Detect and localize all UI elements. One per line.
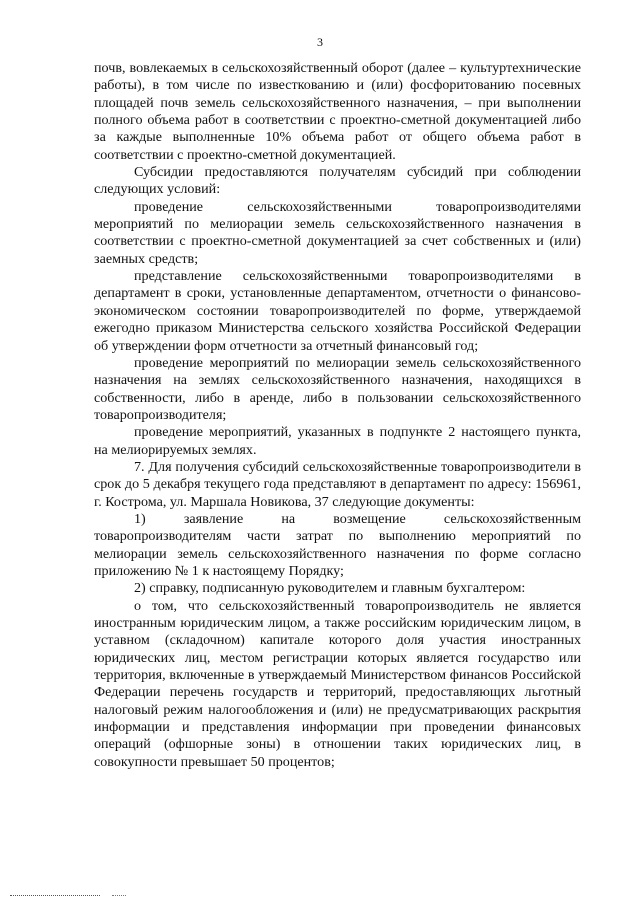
paragraph-10: о том, что сельскохозяйственный товаропроизводитель не является иностранным юридическим лицом, а также российским юридическим лицом, в уставном (складочном) капитале которого доля участия иностранных юридических лиц, местом регистрации которых является государство или территория, включенные в утверждаемый Министерством финансов Российской Федерации перечень государств и территорий, предоставляющих льготный налоговый режим налогообложения и (или) не предусматривающих раскрытия информации и представления информации при проведении финансовых операций (офшорные зоны) в отношении таких юридических лиц, в совокупности превышает 50 процентов;	[94, 597, 581, 770]
paragraph-5: проведение мероприятий по мелиорации земель сельскохозяйственного назначения на землях сельскохозяйственного назначения, находящихся в собственности, либо в аренде, либо в пользовании сельскохозяйственного товаропроизводителя;	[94, 354, 581, 423]
footer-rule	[10, 895, 100, 896]
paragraph-7: 7. Для получения субсидий сельскохозяйственные товаропроизводители в срок до 5 декабря текущего года представляют в департамент по адресу: 156961, г. Кострома, ул. Маршала Новикова, 37 следующие документы:	[94, 458, 581, 510]
document-body	[94, 60, 581, 771]
paragraph-2: Субсидии предоставляются получателям субсидий при соблюдении следующих условий:	[94, 164, 581, 198]
paragraph-3: проведение сельскохозяйственными товаропроизводителями мероприятий по мелиорации земель сельскохозяйственного назначения в соответствии с проектно-сметной документацией за счет собственных и (или) заемных средств;	[94, 198, 581, 267]
footer-rule-short	[112, 895, 126, 896]
paragraph-8: 1) заявление на возмещение сельскохозяйственным товаропроизводителям части затрат по выполнению мероприятий по мелиорации земель сельскохозяйственного назначения по форме согласно приложению № 1 к настоящему Порядку;	[94, 510, 581, 579]
page-number: 3	[317, 35, 323, 49]
paragraph-9: 2) справку, подписанную руководителем и главным бухгалтером:	[134, 580, 526, 597]
paragraph-6: проведение мероприятий, указанных в подпункте 2 настоящего пункта, на мелиорируемых землях.	[94, 424, 581, 458]
paragraph-1: почв, вовлекаемых в сельскохозяйственный оборот (далее – культуртехнические работы), в том числе по известкованию и (или) фосфоритованию посевных площадей почв земель сельскохозяйственного назначения, – при выполнении полного объема работ в соответствии с проектно-сметной документацией либо за каждые выполненные 10% объема работ от общего объема работ в соответствии с проектно-сметной документацией.	[94, 60, 581, 163]
paragraph-4: представление сельскохозяйственными товаропроизводителями в департамент в сроки, установленные департаментом, отчетности о финансово-экономическом состоянии товаропроизводителей по форме, утверждаемой ежегодно приказом Министерства сельского хозяйства Российской Федерации об утверждении форм отчетности за отчетный финансовый год;	[94, 268, 581, 354]
